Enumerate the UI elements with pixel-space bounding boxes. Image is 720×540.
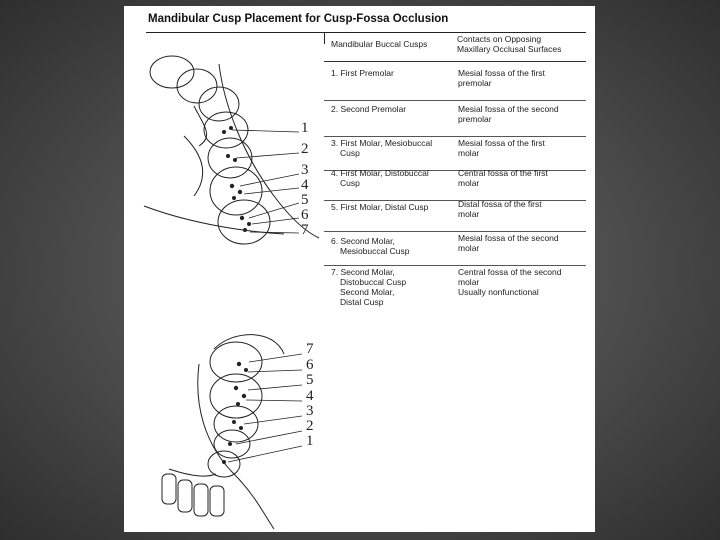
upper-label-1: 1 [301, 120, 309, 136]
cusp-text: Distal Cusp [340, 297, 384, 307]
upper-label-4: 4 [301, 177, 309, 193]
header-contacts [457, 34, 587, 54]
maxillary-arch-drawing [124, 324, 324, 532]
document-page [124, 6, 595, 532]
contact-cell [458, 104, 586, 124]
row-rule [324, 231, 586, 232]
contact-text: Distal fossa of the first [458, 199, 542, 209]
column-divider [324, 32, 325, 44]
cusp-cell [331, 104, 453, 114]
upper-label-7: 7 [301, 222, 309, 238]
upper-label-3: 3 [301, 162, 309, 178]
cusp-text: Distobuccal Cusp [340, 277, 407, 287]
lower-label-1: 1 [306, 433, 314, 449]
mandibular-arch-drawing [124, 46, 324, 286]
contact-text: Usually nonfunctional [458, 287, 539, 297]
row-rule [324, 265, 586, 266]
header-contacts-line2: Maxillary Occlusal Surfaces [457, 44, 562, 54]
contact-text: Mesial fossa of the second [458, 233, 559, 243]
contact-cell [458, 138, 586, 158]
contact-cell [458, 68, 586, 88]
contact-text: molar [458, 178, 480, 188]
contact-text: Mesial fossa of the second [458, 104, 559, 114]
contact-cell [458, 199, 586, 219]
contact-text: premolar [458, 78, 492, 88]
table-row [324, 138, 586, 171]
cusp-cell [331, 202, 453, 212]
table-row [324, 199, 586, 232]
contact-cell [458, 267, 586, 297]
contact-text: premolar [458, 114, 492, 124]
cusp-text: Cusp [340, 178, 360, 188]
cusp-cell [331, 168, 453, 188]
row-rule [324, 100, 586, 101]
page-title: Mandibular Cusp Placement for Cusp-Fossa Occlusion [148, 13, 449, 25]
contact-text: Mesial fossa of the first [458, 138, 545, 148]
lower-label-2: 2 [306, 418, 314, 434]
cusp-text: 6. Second Molar, [331, 236, 395, 246]
upper-label-5: 5 [301, 192, 309, 208]
header-buccal-cusps: Mandibular Buccal Cusps [331, 39, 428, 49]
upper-label-6: 6 [301, 207, 309, 223]
table-row [324, 68, 586, 101]
contact-text: Central fossa of the first [458, 168, 548, 178]
table-row [324, 233, 586, 266]
cusp-text: Mesiobuccal Cusp [340, 246, 410, 256]
cusp-cell [331, 267, 453, 307]
cusp-cell [331, 68, 453, 78]
cusp-text: 7. Second Molar, [331, 267, 395, 277]
row-rule [324, 136, 586, 137]
contact-text: molar [458, 148, 480, 158]
contact-text: molar [458, 209, 480, 219]
contact-cell [458, 233, 586, 253]
lower-label-4: 4 [306, 388, 314, 404]
cusp-text: 2. Second Premolar [331, 104, 407, 114]
lower-label-7: 7 [306, 341, 314, 357]
table-row [324, 104, 586, 137]
lower-label-6: 6 [306, 357, 314, 373]
cusp-text: 3. First Molar, Mesiobuccal [331, 138, 433, 148]
contact-text: molar [458, 243, 480, 253]
cusp-text: Cusp [340, 148, 360, 158]
arch-base-line [144, 206, 284, 234]
contact-text: Central fossa of the second [458, 267, 562, 277]
cusp-text: Second Molar, [340, 287, 395, 297]
contact-cell [458, 168, 586, 188]
header-contacts-line1: Contacts on Opposing [457, 34, 542, 44]
header-rule [324, 61, 586, 62]
cusp-cell [331, 138, 453, 158]
contact-text: molar [458, 277, 480, 287]
table-row [324, 267, 586, 313]
cusp-text: 1. First Premolar [331, 68, 394, 78]
lower-label-5: 5 [306, 372, 314, 388]
cusp-text: 5. First Molar, Distal Cusp [331, 202, 429, 212]
lower-label-3: 3 [306, 403, 314, 419]
title-rule [146, 32, 586, 33]
upper-label-2: 2 [301, 141, 309, 157]
cusp-text: 4. First Molar, Distobuccal [331, 168, 429, 178]
cusp-cell [331, 236, 453, 256]
contact-text: Mesial fossa of the first [458, 68, 545, 78]
table-row [324, 168, 586, 201]
